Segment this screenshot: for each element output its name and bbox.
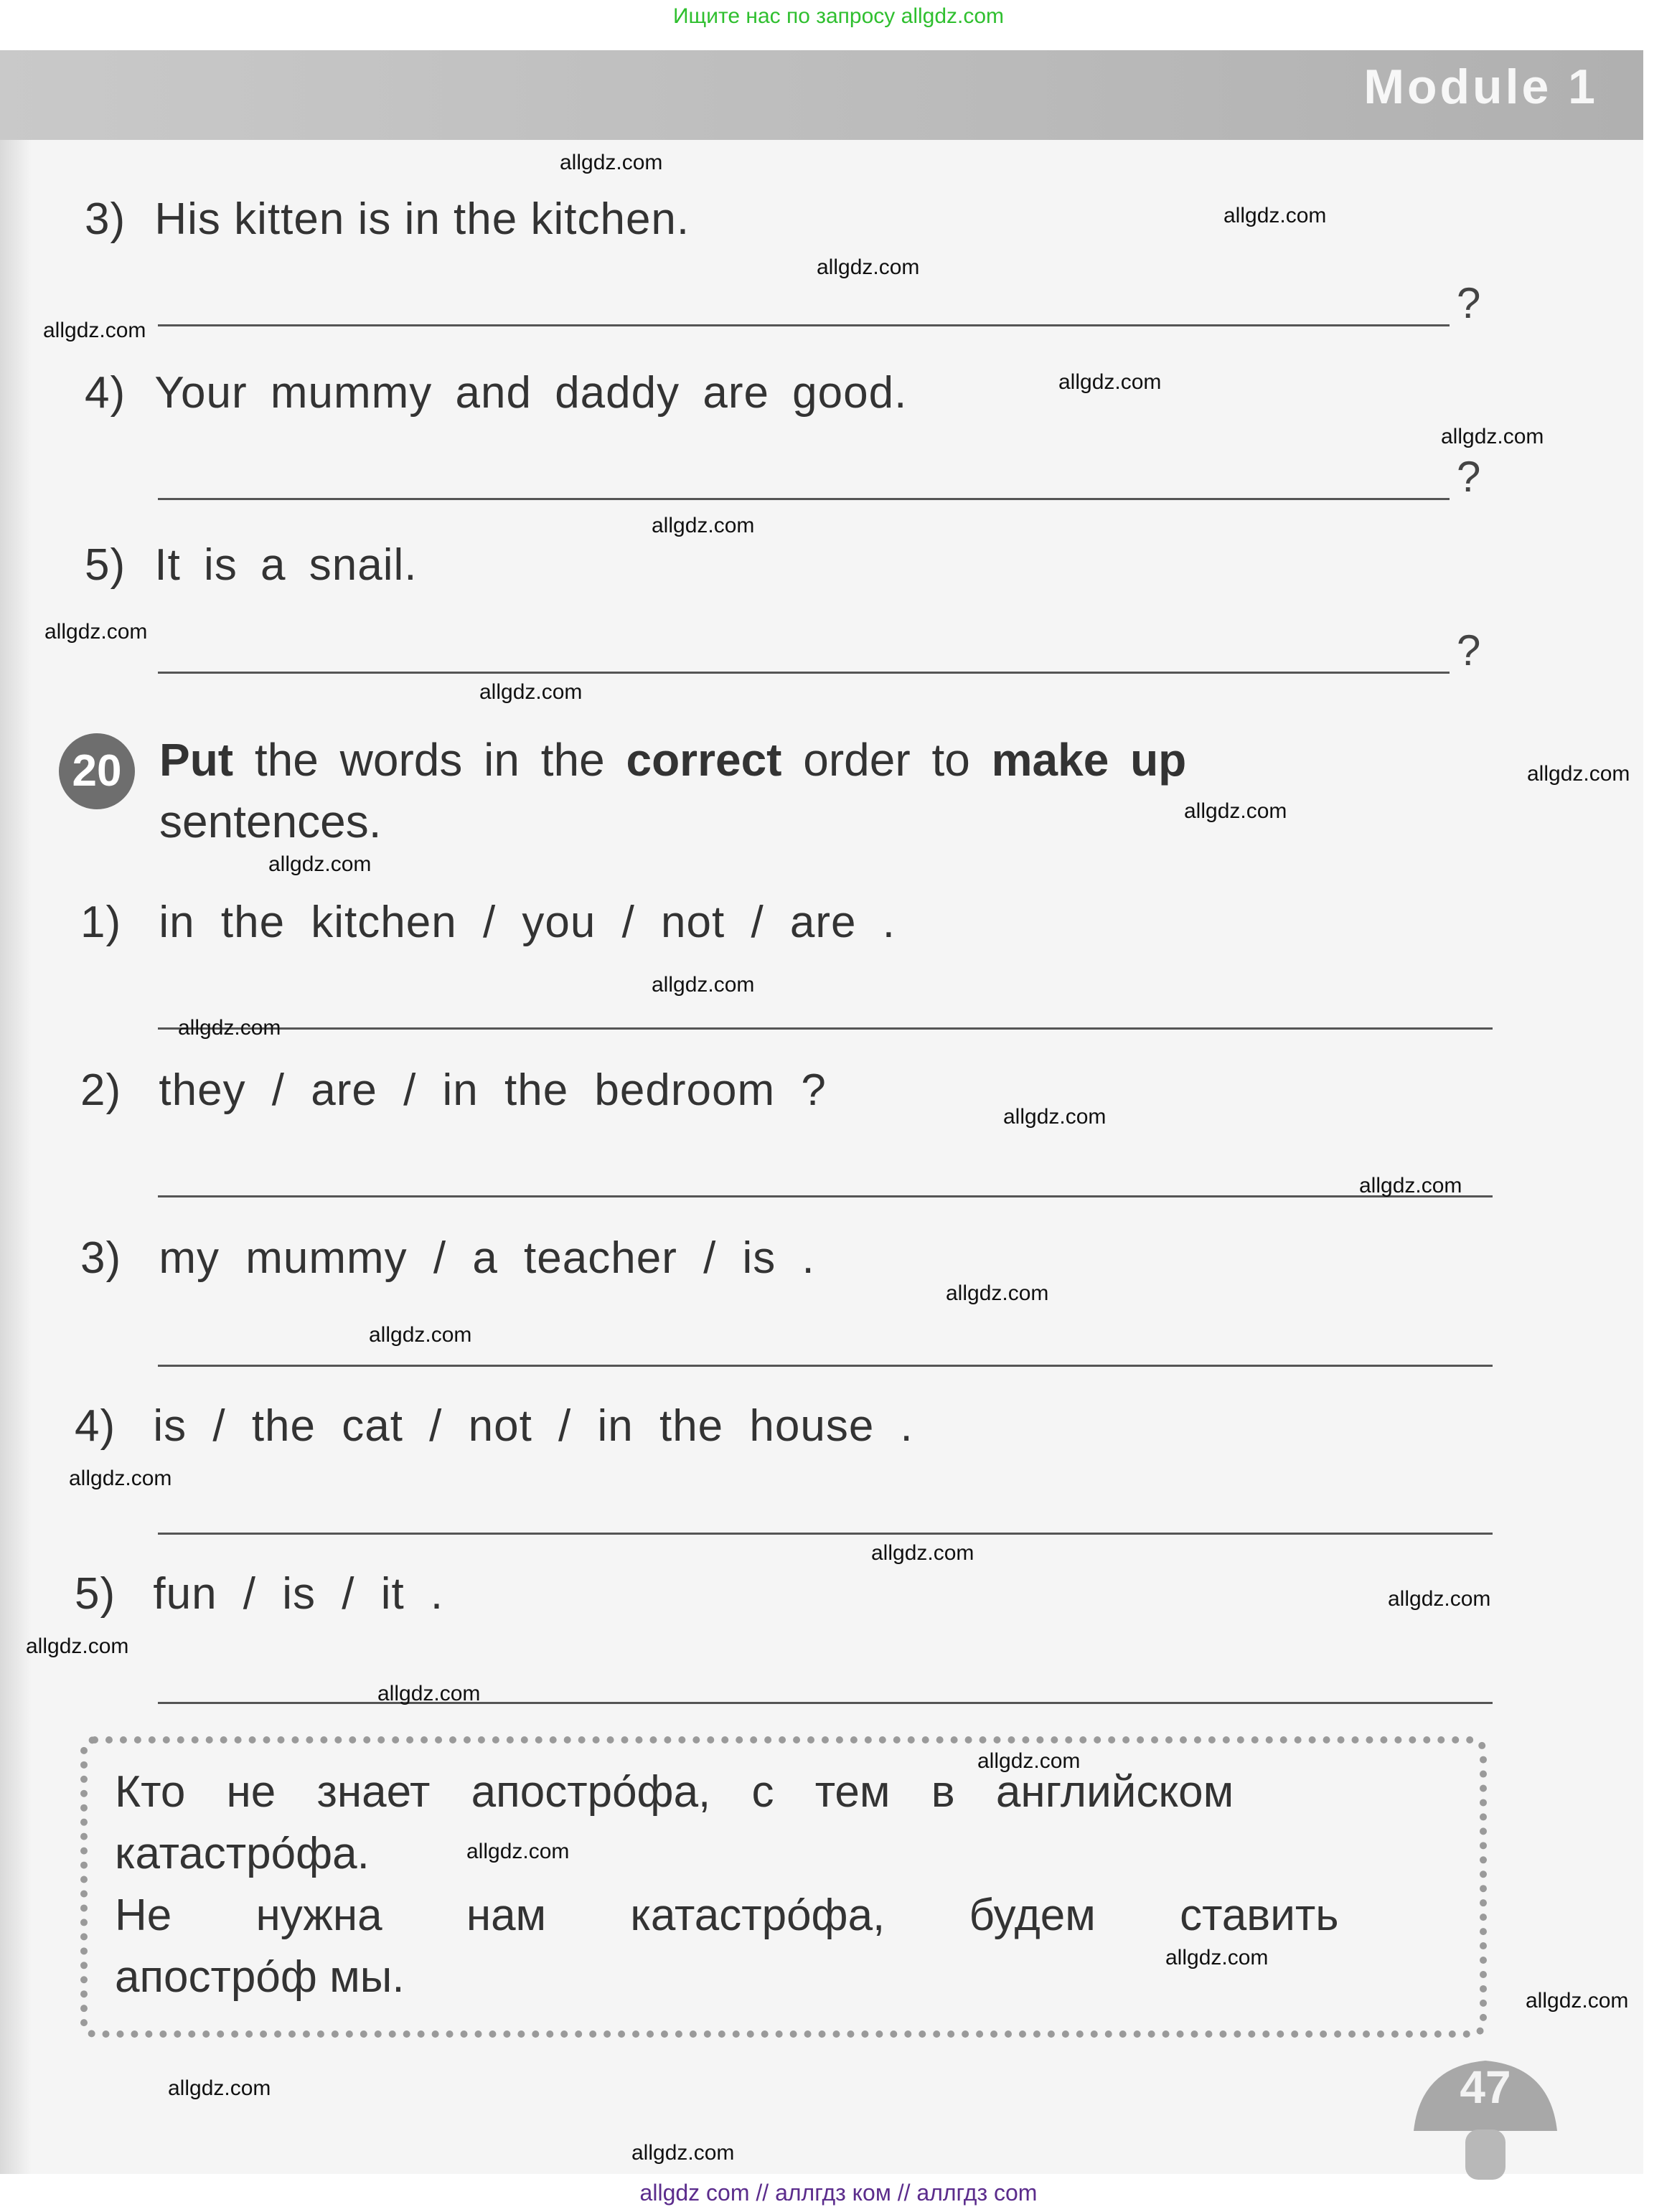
rule-line-1: Кто не знает апостро́фа, с тем в английском (115, 1767, 1234, 1817)
top-banner[interactable]: Ищите нас по запросу allgdz.com (672, 4, 1005, 28)
watermark[interactable]: allgdz.com (1359, 1174, 1462, 1197)
watermark[interactable]: allgdz.com (1165, 1946, 1269, 1969)
item-number: 5) (75, 1569, 116, 1619)
item-text: in the kitchen / you / not / are . (159, 898, 896, 947)
item-text: His kitten is in the kitchen. (154, 194, 690, 244)
ex20-item-3 (80, 1233, 815, 1284)
item-text: they / are / in the bedroom ? (159, 1065, 827, 1115)
ex20-item-5 (75, 1568, 443, 1619)
footer-links[interactable]: allgdz com // аллгдз ком // аллгдз com (639, 2180, 1038, 2206)
item-text: fun / is / it . (153, 1569, 444, 1619)
watermark[interactable]: allgdz.com (871, 1541, 974, 1565)
instruction-bold: make up (991, 734, 1187, 786)
watermark[interactable]: allgdz.com (369, 1323, 472, 1347)
watermark[interactable]: allgdz.com (652, 514, 755, 537)
watermark[interactable]: allgdz.com (1388, 1587, 1491, 1611)
item-number: 3) (80, 1233, 122, 1283)
watermark[interactable]: allgdz.com (168, 2076, 271, 2100)
watermark[interactable]: allgdz.com (1058, 370, 1162, 394)
watermark[interactable]: allgdz.com (977, 1749, 1081, 1773)
module-title: Module 1 (1363, 60, 1598, 114)
answer-line[interactable] (158, 1365, 1493, 1367)
item-text: my mummy / a teacher / is . (159, 1233, 815, 1283)
exercise-number-badge: 20 (59, 733, 135, 809)
watermark[interactable]: allgdz.com (268, 852, 372, 876)
watermark[interactable]: allgdz.com (44, 620, 148, 644)
instruction-text: the words in the (254, 734, 605, 786)
watermark[interactable]: allgdz.com (479, 680, 583, 704)
watermark[interactable]: allgdz.com (652, 973, 755, 997)
item-text: It is a snail. (154, 540, 418, 590)
prev-item-4 (85, 367, 907, 418)
watermark[interactable]: allgdz.com (1184, 799, 1287, 823)
rule-line-4: апостро́ф мы. (115, 1952, 405, 2002)
watermark[interactable]: allgdz.com (817, 255, 920, 279)
answer-line[interactable] (158, 672, 1450, 674)
watermark[interactable]: allgdz.com (377, 1682, 481, 1705)
watermark[interactable]: allgdz.com (178, 1016, 281, 1040)
watermark[interactable]: allgdz.com (69, 1467, 172, 1490)
item-number: 1) (80, 898, 122, 947)
prev-item-3 (85, 194, 690, 245)
exercise-instruction-line2: sentences. (159, 796, 382, 847)
ex20-item-2 (80, 1065, 827, 1116)
page-binding-shadow (0, 50, 32, 2174)
watermark[interactable]: allgdz.com (466, 1840, 570, 1863)
answer-line[interactable] (158, 498, 1450, 500)
answer-line[interactable] (158, 1195, 1493, 1197)
page-number: 47 (1460, 2061, 1511, 2113)
item-text: Your mummy and daddy are good. (154, 368, 908, 418)
instruction-text: order to (803, 734, 970, 786)
watermark[interactable]: allgdz.com (1527, 762, 1630, 786)
answer-line[interactable] (158, 324, 1450, 326)
answer-line[interactable] (158, 1702, 1493, 1704)
watermark[interactable]: allgdz.com (1526, 1989, 1629, 2013)
rule-line-3: Не нужна нам катастро́фа, будем ставить (115, 1891, 1339, 1940)
answer-line[interactable] (158, 1027, 1493, 1030)
watermark[interactable]: allgdz.com (631, 2141, 735, 2165)
ex20-item-4 (75, 1401, 913, 1451)
question-mark: ? (1457, 453, 1481, 501)
watermark[interactable]: allgdz.com (1223, 204, 1327, 227)
watermark[interactable]: allgdz.com (43, 319, 146, 342)
exercise-instruction (159, 733, 1186, 786)
instruction-bold: correct (626, 734, 782, 786)
prev-item-5 (85, 540, 418, 590)
item-number: 3) (85, 194, 126, 244)
question-mark: ? (1457, 279, 1481, 327)
watermark[interactable]: allgdz.com (560, 151, 663, 174)
watermark[interactable]: allgdz.com (946, 1281, 1049, 1305)
item-text: is / the cat / not / in the house . (153, 1401, 913, 1451)
item-number: 2) (80, 1065, 122, 1115)
watermark[interactable]: allgdz.com (1441, 425, 1544, 448)
item-number: 4) (75, 1401, 116, 1451)
item-number: 5) (85, 540, 126, 590)
ex20-item-1 (80, 897, 896, 948)
item-number: 4) (85, 368, 126, 418)
watermark[interactable]: allgdz.com (26, 1634, 129, 1658)
watermark[interactable]: allgdz.com (1003, 1105, 1107, 1129)
rule-line-2: катастро́фа. (115, 1829, 370, 1878)
answer-line[interactable] (158, 1533, 1493, 1535)
instruction-bold: Put (159, 734, 234, 786)
question-mark: ? (1457, 626, 1481, 674)
